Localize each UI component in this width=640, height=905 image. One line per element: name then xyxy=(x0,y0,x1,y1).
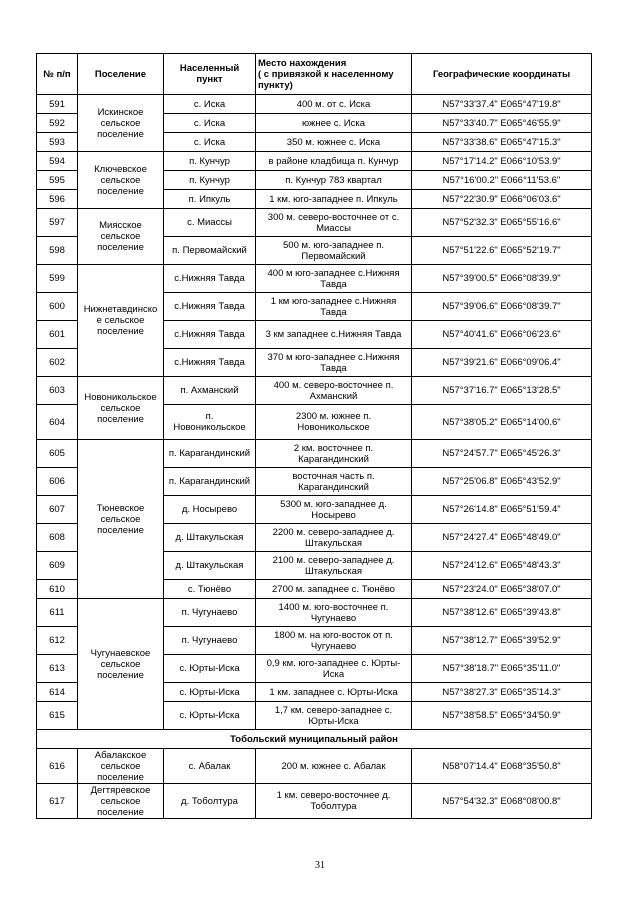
row-num: 610 xyxy=(37,580,78,599)
row-place: 1 км. северо-восточнее д. Тоболтура xyxy=(256,784,412,819)
row-coords: N57°22'30.9" E066°06'03.6" xyxy=(412,190,592,209)
table-row xyxy=(37,95,592,114)
row-coords: N57°52'32.3" E065°55'16.6" xyxy=(412,209,592,237)
row-coords: N57°33'40.7" E065°46'55.9" xyxy=(412,114,592,133)
row-num: 617 xyxy=(37,784,78,819)
row-locality: д. Тоболтура xyxy=(164,784,256,819)
row-locality: п. Кунчур xyxy=(164,152,256,171)
table-header-row xyxy=(37,54,592,95)
row-place: южнее с. Иска xyxy=(256,114,412,133)
row-locality: с. Юрты-Иска xyxy=(164,655,256,683)
row-coords: N57°24'27.4" E065°48'49.0" xyxy=(412,524,592,552)
row-locality: п. Ахманский xyxy=(164,377,256,405)
settlement-cell: Миясское сельское поселение xyxy=(78,209,164,265)
row-num: 602 xyxy=(37,349,78,377)
row-locality: с.Нижняя Тавда xyxy=(164,265,256,293)
settlement-cell: Искинское сельское поселение xyxy=(78,95,164,152)
row-locality: с. Миассы xyxy=(164,209,256,237)
row-locality: с. Юрты-Иска xyxy=(164,702,256,730)
row-coords: N57°33'38.6" E065°47'15.3" xyxy=(412,133,592,152)
row-coords: N57°51'22.6" E065°52'19.7" xyxy=(412,237,592,265)
row-place: 1 км юго-западнее с.Нижняя Тавда xyxy=(256,293,412,321)
header-coords: Географические координаты xyxy=(412,54,592,95)
row-coords: N57°23'24.0" E065°38'07.0" xyxy=(412,580,592,599)
row-locality: с. Тюнёво xyxy=(164,580,256,599)
row-locality: д. Штакульская xyxy=(164,552,256,580)
row-locality: с. Иска xyxy=(164,114,256,133)
row-place: 2300 м. южнее п. Новоникольское xyxy=(256,405,412,440)
row-locality: с.Нижняя Тавда xyxy=(164,293,256,321)
row-locality: п. Карагандинский xyxy=(164,440,256,468)
row-coords: N57°39'21.6" E066°09'06.4" xyxy=(412,349,592,377)
header-place: Место нахождения ( с привязкой к населенному пункту) xyxy=(256,54,412,95)
row-coords: N57°26'14.8" E065°51'59.4" xyxy=(412,496,592,524)
page-number: 31 xyxy=(315,860,325,871)
table-row xyxy=(37,599,592,627)
settlement-cell: Чугунаевское сельское поселение xyxy=(78,599,164,730)
row-place: 400 м. северо-восточнее п. Ахманский xyxy=(256,377,412,405)
locations-table xyxy=(36,53,592,819)
row-place: 400 м. от с. Иска xyxy=(256,95,412,114)
header-locality: Населенный пункт xyxy=(164,54,256,95)
row-num: 612 xyxy=(37,627,78,655)
row-num: 601 xyxy=(37,321,78,349)
row-coords: N57°38'18.7" E065°35'11.0" xyxy=(412,655,592,683)
row-num: 598 xyxy=(37,237,78,265)
row-locality: с. Иска xyxy=(164,133,256,152)
table-row xyxy=(37,749,592,784)
row-place: 400 м юго-западнее с.Нижняя Тавда xyxy=(256,265,412,293)
row-num: 597 xyxy=(37,209,78,237)
row-coords: N57°24'57.7" E065°45'26.3" xyxy=(412,440,592,468)
row-coords: N57°39'06.6" E066°08'39.7" xyxy=(412,293,592,321)
row-locality: д. Носырево xyxy=(164,496,256,524)
settlement-cell: Новоникольское сельское поселение xyxy=(78,377,164,440)
header-settlement: Поселение xyxy=(78,54,164,95)
row-locality: д. Штакульская xyxy=(164,524,256,552)
row-coords: N57°38'05.2" E065°14'00.6" xyxy=(412,405,592,440)
row-num: 614 xyxy=(37,683,78,702)
row-num: 613 xyxy=(37,655,78,683)
row-num: 595 xyxy=(37,171,78,190)
row-num: 606 xyxy=(37,468,78,496)
row-place: 1800 м. на юго-восток от п. Чугунаево xyxy=(256,627,412,655)
row-locality: п. Чугунаево xyxy=(164,627,256,655)
row-place: 300 м. северо-восточнее от с. Миассы xyxy=(256,209,412,237)
row-num: 605 xyxy=(37,440,78,468)
row-num: 600 xyxy=(37,293,78,321)
row-coords: N57°37'16.7" E065°13'28.5" xyxy=(412,377,592,405)
row-locality: с. Юрты-Иска xyxy=(164,683,256,702)
row-coords: N57°38'12.7" E065°39'52.9" xyxy=(412,627,592,655)
row-place: 1 км. юго-западнее п. Ипкуль xyxy=(256,190,412,209)
row-num: 607 xyxy=(37,496,78,524)
row-place: 200 м. южнее с. Абалак xyxy=(256,749,412,784)
row-num: 609 xyxy=(37,552,78,580)
row-num: 596 xyxy=(37,190,78,209)
row-coords: N57°17'14.2" E066°10'53.9" xyxy=(412,152,592,171)
row-place: восточная часть п. Карагандинский xyxy=(256,468,412,496)
header-num: № п/п xyxy=(37,54,78,95)
settlement-cell: Абалакское сельское поселение xyxy=(78,749,164,784)
row-locality: п. Первомайский xyxy=(164,237,256,265)
row-place: 1400 м. юго-восточнее п. Чугунаево xyxy=(256,599,412,627)
row-num: 593 xyxy=(37,133,78,152)
row-num: 611 xyxy=(37,599,78,627)
row-num: 603 xyxy=(37,377,78,405)
row-locality: с. Иска xyxy=(164,95,256,114)
row-place: 370 м юго-западнее с.Нижняя Тавда xyxy=(256,349,412,377)
row-locality: п. Чугунаево xyxy=(164,599,256,627)
row-locality: п. Карагандинский xyxy=(164,468,256,496)
table-row xyxy=(37,209,592,237)
row-place: 1 км. западнее с. Юрты-Иска xyxy=(256,683,412,702)
row-coords: N57°38'12.6" E065°39'43.8" xyxy=(412,599,592,627)
row-coords: N57°40'41.6" E066°06'23.6" xyxy=(412,321,592,349)
row-place: 350 м. южнее с. Иска xyxy=(256,133,412,152)
row-locality: п. Новоникольское xyxy=(164,405,256,440)
row-num: 591 xyxy=(37,95,78,114)
row-coords: N57°33'37.4" E065°47'19.8" xyxy=(412,95,592,114)
row-coords: N57°39'00.5" E066°08'39.9" xyxy=(412,265,592,293)
row-place: 0,9 км. юго-западнее с. Юрты- Иска xyxy=(256,655,412,683)
settlement-cell: Дегтяревское сельское поселение xyxy=(78,784,164,819)
row-place: 3 км западнее с.Нижняя Тавда xyxy=(256,321,412,349)
settlement-cell: Тюневское сельское поселение xyxy=(78,440,164,599)
row-num: 608 xyxy=(37,524,78,552)
row-coords: N58°07'14.4" E068°35'50.8" xyxy=(412,749,592,784)
table-row xyxy=(37,377,592,405)
row-locality: с.Нижняя Тавда xyxy=(164,349,256,377)
row-coords: N57°16'00.2" E066°11'53.6" xyxy=(412,171,592,190)
row-coords: N57°24'12.6" E065°48'43.3" xyxy=(412,552,592,580)
row-coords: N57°54'32.3" E068°08'00.8" xyxy=(412,784,592,819)
row-place: 2100 м. северо-западнее д. Штакульская xyxy=(256,552,412,580)
row-coords: N57°38'27.3" E065°35'14.3" xyxy=(412,683,592,702)
row-num: 599 xyxy=(37,265,78,293)
row-num: 616 xyxy=(37,749,78,784)
row-place: 5300 м. юго-западнее д. Носырево xyxy=(256,496,412,524)
table-row xyxy=(37,784,592,819)
section-row xyxy=(37,730,592,749)
row-place: п. Кунчур 783 квартал xyxy=(256,171,412,190)
section-heading: Тобольский муниципальный район xyxy=(37,730,592,749)
row-num: 615 xyxy=(37,702,78,730)
row-locality: с.Нижняя Тавда xyxy=(164,321,256,349)
row-num: 594 xyxy=(37,152,78,171)
row-place: 500 м. юго-западнее п. Первомайский xyxy=(256,237,412,265)
settlement-cell: Нижнетавдинско е сельское поселение xyxy=(78,265,164,377)
row-place: 2 км. восточнее п. Карагандинский xyxy=(256,440,412,468)
row-locality: с. Абалак xyxy=(164,749,256,784)
row-place: 2200 м. северо-западнее д. Штакульская xyxy=(256,524,412,552)
table-row xyxy=(37,440,592,468)
table-row xyxy=(37,152,592,171)
row-coords: N57°25'06.8" E065°43'52.9" xyxy=(412,468,592,496)
table-row xyxy=(37,265,592,293)
row-num: 592 xyxy=(37,114,78,133)
row-coords: N57°38'58.5" E065°34'50.9" xyxy=(412,702,592,730)
row-locality: п. Ипкуль xyxy=(164,190,256,209)
settlement-cell: Ключевское сельское поселение xyxy=(78,152,164,209)
row-place: 1,7 км. северо-западнее с. Юрты-Иска xyxy=(256,702,412,730)
row-locality: п. Кунчур xyxy=(164,171,256,190)
row-place: 2700 м. западнее с. Тюнёво xyxy=(256,580,412,599)
row-num: 604 xyxy=(37,405,78,440)
row-place: в районе кладбища п. Кунчур xyxy=(256,152,412,171)
